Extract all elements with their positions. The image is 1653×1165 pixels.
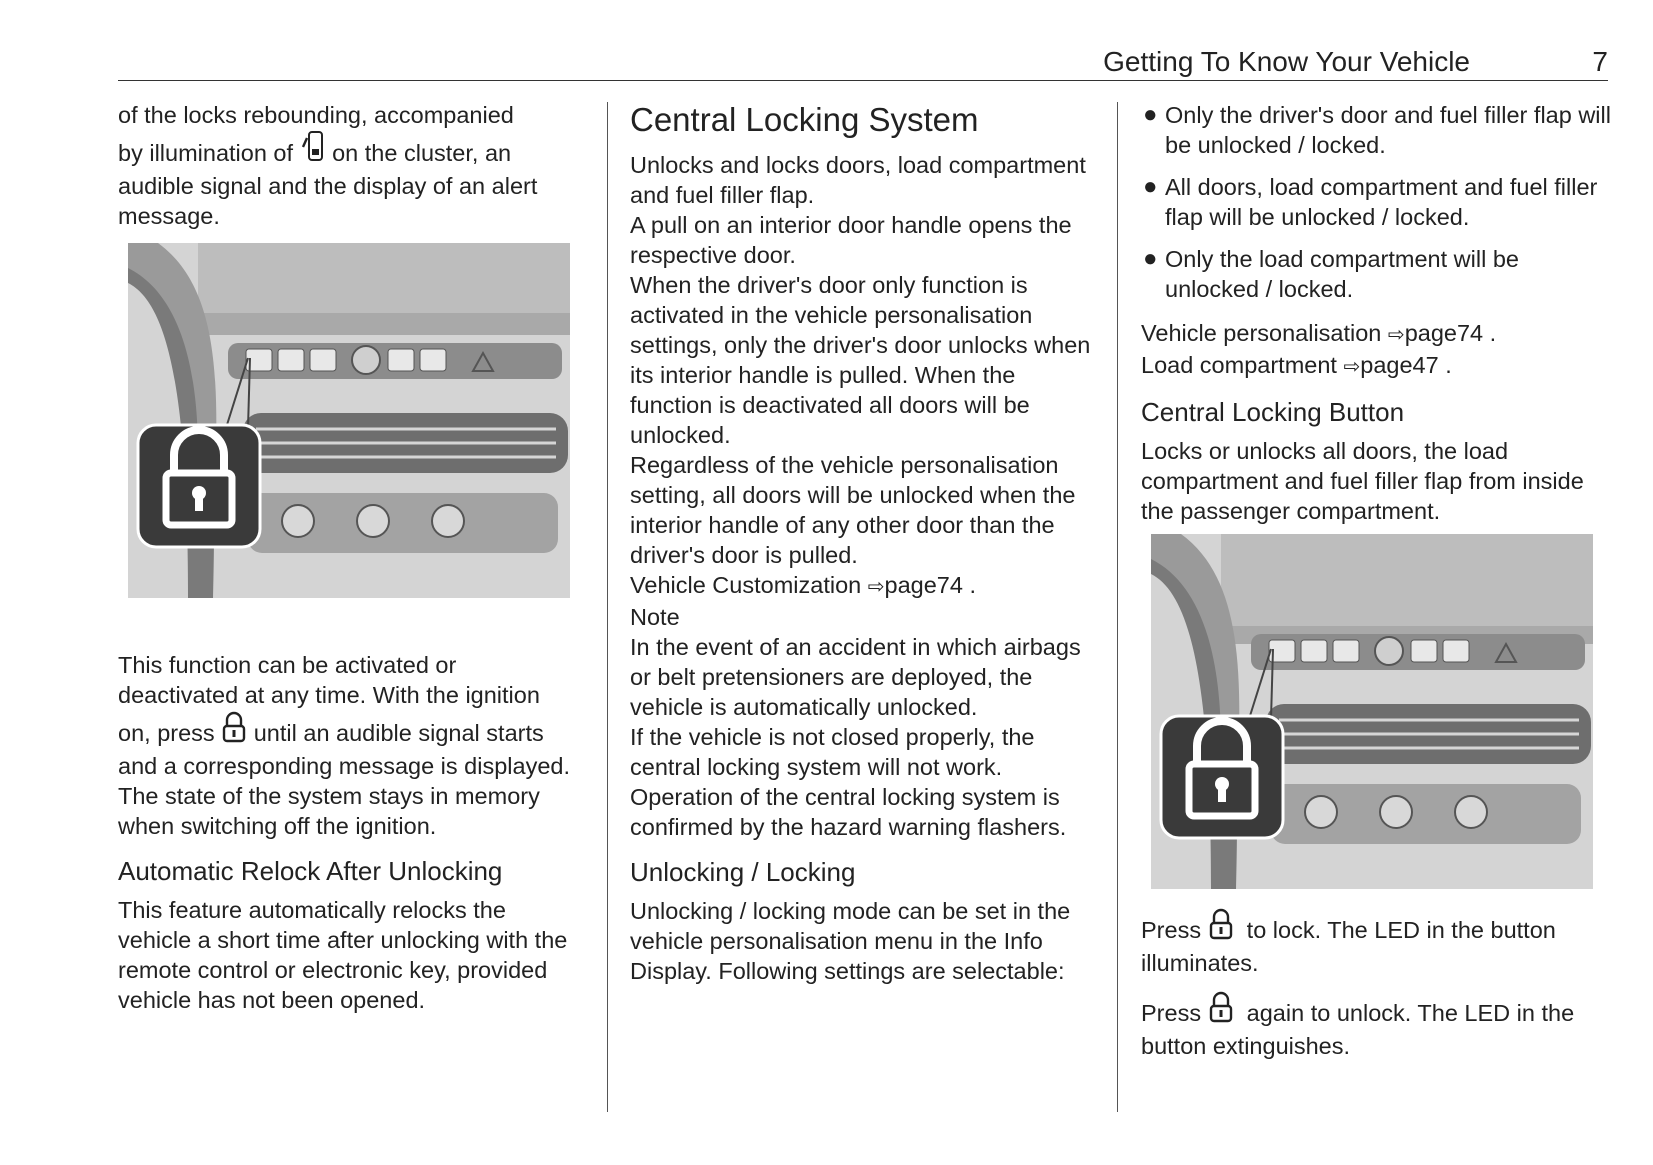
option-all-doors: All doors, load compartment and fuel filler flap will be unlocked / locked.	[1165, 174, 1598, 230]
column-1	[118, 100, 580, 1027]
column-divider-2	[1117, 102, 1118, 1112]
paragraph-drivers-door-only: When the driver's door only function is activated in the vehicle personalisation settings, only the driver's door unlocks when its interior handle is pulled. When the function is deactivated all doors will be unlocked.	[630, 272, 1091, 448]
paragraph-relock: This feature automatically relocks the vehicle a short time after unlocking with the remote control or electronic key, provided vehicle has not been opened.	[118, 897, 568, 1013]
center-console-figure	[128, 243, 570, 598]
settings-options-list	[1141, 100, 1616, 304]
note-accident: In the event of an accident in which airbags or belt pretensioners are deployed, the vehicle is automatically unlocked.	[630, 634, 1081, 720]
arrow-right-icon: ⇨	[1343, 356, 1361, 378]
column-3	[1141, 100, 1616, 1073]
paragraph-rebound	[118, 100, 580, 231]
bullet-icon: ●	[1143, 245, 1158, 272]
paragraph-unlocks: Unlocks and locks doors, load compartment and fuel filler flap.	[630, 152, 1086, 208]
reference-load-compartment-page: page47 .	[1360, 352, 1452, 378]
paragraph-memory: The state of the system stays in memory when switching off the ignition.	[118, 783, 540, 839]
paragraph-locks-all: Locks or unlocks all doors, the load compartment and fuel filler flap from inside the passenger compartment.	[1141, 438, 1584, 524]
page-header	[118, 42, 1608, 81]
text-press-a: Press	[1141, 917, 1202, 943]
arrow-right-icon: ⇨	[1387, 324, 1405, 346]
list-item	[1141, 100, 1616, 160]
heading-central-locking-button: Central Locking Button	[1141, 397, 1405, 427]
text-rebound-b: by illumination of	[118, 140, 294, 166]
paragraph-regardless: Regardless of the vehicle personalisation setting, all doors will be unlocked when the interior handle of any other door than the driver's door is pulled.	[630, 452, 1076, 568]
reference-customization-text: Vehicle Customization	[630, 572, 862, 598]
note-label: Note	[630, 604, 680, 630]
reference-load-compartment[interactable]	[1141, 350, 1616, 382]
text-activate-a: This function can be activated or deactivated at any time. With the ignition	[118, 652, 540, 708]
paragraph-activate	[118, 650, 580, 781]
text-rebound-c: on the cluster, an audible signal and the display of an alert message.	[118, 140, 538, 229]
option-driver-door: Only the driver's door and fuel filler flap will be unlocked / locked.	[1165, 102, 1611, 158]
column-divider-1	[607, 102, 608, 1112]
text-activate-b: on, press	[118, 720, 215, 746]
page-number: 7	[1592, 46, 1608, 77]
text-activate-c: until an audible signal starts and a corresponding message is displayed.	[118, 720, 570, 779]
list-item	[1141, 172, 1616, 232]
text-rebound-a: of the locks rebounding, accompanied	[118, 102, 514, 128]
list-item	[1141, 244, 1616, 304]
lock-icon	[221, 710, 247, 751]
text-press-lock-b: to lock. The LED in the button illuminates.	[1141, 917, 1556, 976]
paragraph-pull-handle: A pull on an interior door handle opens the respective door.	[630, 212, 1072, 268]
section-title: Getting To Know Your Vehicle	[1103, 46, 1470, 77]
paragraph-press-unlock	[1141, 990, 1616, 1061]
reference-customization-page: page74 .	[884, 572, 976, 598]
note-hazard-flashers: Operation of the central locking system is confirmed by the hazard warning flashers.	[630, 784, 1067, 840]
note-not-closed: If the vehicle is not closed properly, the central locking system will not work.	[630, 724, 1035, 780]
reference-customization[interactable]	[630, 570, 1092, 602]
option-load-compartment: Only the load compartment will be unlocked / locked.	[1165, 246, 1519, 302]
reference-personalisation-text: Vehicle personalisation	[1141, 320, 1382, 346]
bullet-icon: ●	[1143, 101, 1158, 128]
heading-automatic-relock: Automatic Relock After Unlocking	[118, 856, 503, 886]
paragraph-press-lock	[1141, 907, 1616, 978]
text-press-unlock-b: again to unlock. The LED in the button extinguishes.	[1141, 1000, 1575, 1059]
reference-personalisation[interactable]	[1141, 318, 1616, 350]
central-locking-button-figure	[1151, 534, 1593, 889]
reference-load-compartment-text: Load compartment	[1141, 352, 1337, 378]
heading-unlocking-locking: Unlocking / Locking	[630, 857, 856, 887]
reference-personalisation-page: page74 .	[1404, 320, 1497, 346]
lock-icon	[1208, 990, 1234, 1031]
lock-icon	[1208, 907, 1234, 948]
heading-central-locking-system: Central Locking System	[630, 101, 979, 138]
text-press-a: Press	[1141, 1000, 1202, 1026]
bullet-icon: ●	[1143, 173, 1158, 200]
column-2	[630, 100, 1092, 986]
arrow-right-icon: ⇨	[867, 576, 885, 598]
door-open-icon	[300, 130, 326, 171]
paragraph-mode-setting: Unlocking / locking mode can be set in the vehicle personalisation menu in the Info Display. Following settings are selectable:	[630, 898, 1071, 984]
